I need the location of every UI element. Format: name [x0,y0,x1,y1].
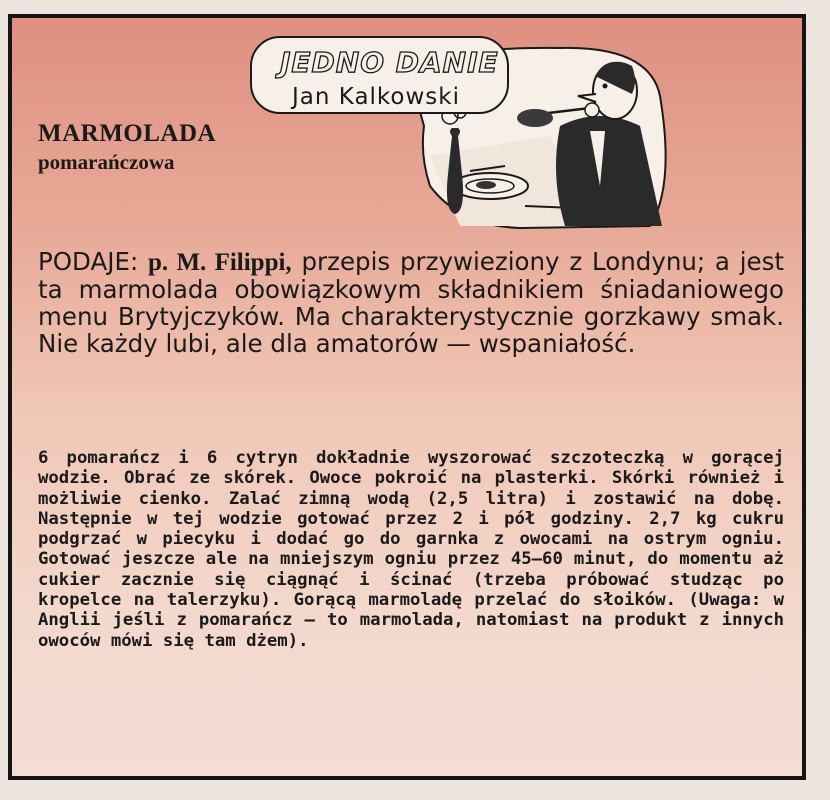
recipe-heading [38,120,216,175]
recipe-title: MARMOLADA [38,120,217,147]
instructions-paragraph: 6 pomarańcz i 6 cytryn dokładnie wyszorować szczoteczką w gorącej wodzie. Obrać ze skórek. Owoce pokroić na plasterki. Skórki również i możliwie cienko. Zalać zimną wodą (2,5 litra) i zostawić na dobę. Następnie w tej wodzie gotować przez 2 i pół godziny. 2,7 kg cukru podgrzać w piecyku i dodać go do garnka z owocami na ostrym ogniu. Gotować jeszcze ale na mniejszym ogniu przez 45—60 minut, do momentu aż cukier zacznie się ciągnąć i ścinać (trzeba próbować studząc po kropelce na talerzyku). Gorącą marmoladę przelać do słoików. (Uwaga: w Anglii jeśli z pomarańcz — to marmolada, natomiast na produkt z innych owoców mówi się tam dżem). [38,448,784,651]
article-frame [8,14,806,780]
author-name: Jan Kalkowski [292,84,461,110]
column-header [250,36,670,236]
recipe-subtitle: pomarańczowa [38,150,175,174]
series-title: JEDNO DANIE [280,46,499,79]
recipe-instructions [38,448,784,651]
title-bubble [250,36,509,114]
intro-paragraph [38,248,784,357]
intro-lead: PODAJE: [38,247,149,276]
intro-text: przepis przywieziony z Londynu; a jest ta marmolada obowiązkowym składnikiem śniadaniowego menu Brytyjczyków. Ma charakterystycznie gorzkawy smak. Nie każdy lubi, ale dla amatorów — wspaniałość. [38,247,784,358]
contributor-name: p. M. Filippi, [148,249,292,276]
